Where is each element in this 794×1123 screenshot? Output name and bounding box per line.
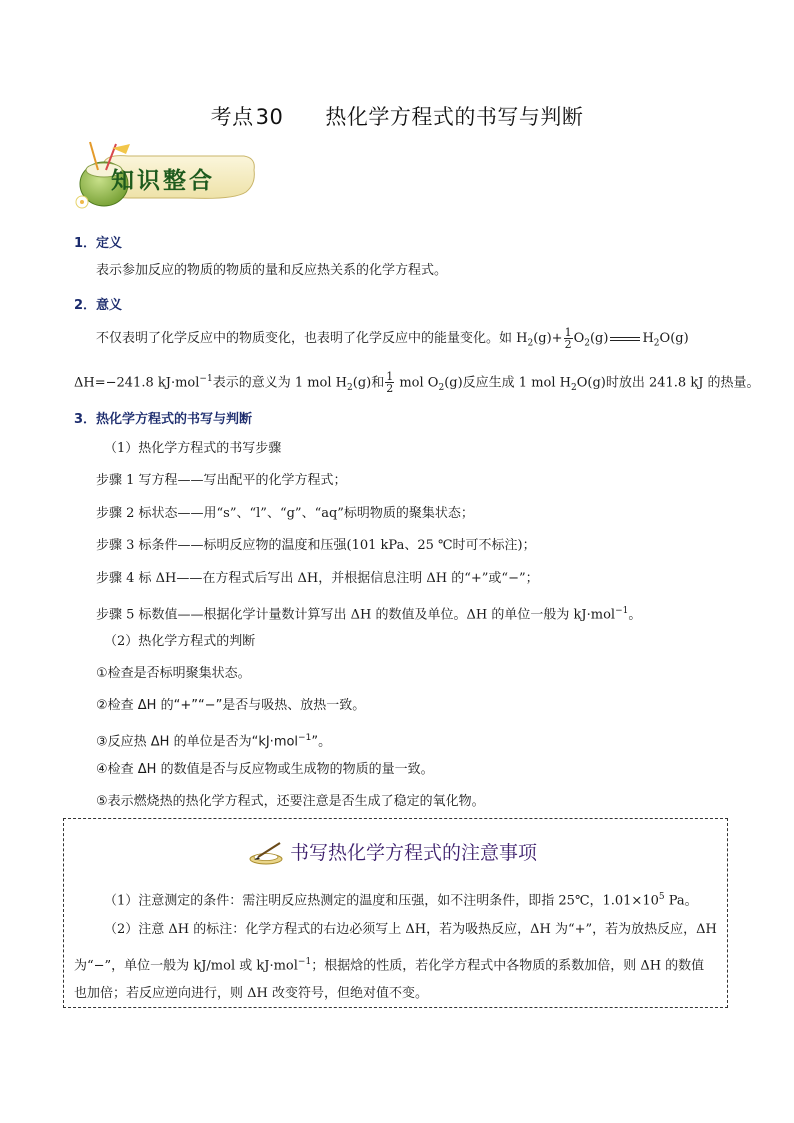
subheading-writing-steps: （1）热化学方程式的书写步骤 <box>104 441 282 456</box>
title-main: 热化学方程式的书写与判断 <box>325 105 584 129</box>
section-heading-meaning: 2．意义 <box>74 298 123 313</box>
writing-brush-icon <box>246 840 286 866</box>
badge-label: 知识整合 <box>111 168 215 194</box>
equals-arrow <box>610 337 640 341</box>
section-heading-writing-judging: 3．热化学方程式的书写与判断 <box>74 412 253 427</box>
step-1: 步骤 1 写方程——写出配平的化学方程式； <box>96 473 347 488</box>
step-3: 步骤 3 标条件——标明反应物的温度和压强(101 kPa、25 ℃时可不标注)； <box>96 538 536 553</box>
section-heading-definition: 1．定义 <box>74 236 123 251</box>
note-paragraph-2-line-3: 也加倍；若反应逆向进行，则 ΔH 改变符号，但绝对值不变。 <box>74 986 428 1001</box>
step-2: 步骤 2 标状态——用“s”、“l”、“g”、“aq”标明物质的聚集状态； <box>96 506 474 521</box>
check-4: ④检查 ΔH 的数值是否与反应物或生成物的物质的量一致。 <box>96 762 434 777</box>
check-5: ⑤表示燃烧热的热化学方程式，还要注意是否生成了稳定的氧化物。 <box>96 794 485 809</box>
step-5: 步骤 5 标数值——根据化学计量数计算写出 ΔH 的数值及单位。ΔH 的单位一般为 kJ·mol$^{-1}$。 <box>96 606 642 623</box>
check-2: ②检查 ΔH 的“+”“−”是否与吸热、放热一致。 <box>96 698 366 713</box>
step-4: 步骤 4 标 ΔH——在方程式后写出 ΔH，并根据信息注明 ΔH 的“+”或“−”； <box>96 571 539 586</box>
fraction-half: $\frac{1}{2}$ <box>564 326 572 351</box>
page-title <box>0 101 794 131</box>
check-3: ③反应热 ΔH 的单位是否为“kJ·mol$^{-1}$”。 <box>96 733 332 750</box>
subheading-judging: （2）热化学方程式的判断 <box>104 634 256 649</box>
check-1: ①检查是否标明聚集状态。 <box>96 666 251 681</box>
definition-text: 表示参加反应的物质的物质的量和反应热关系的化学方程式。 <box>96 263 448 278</box>
note-title: 书写热化学方程式的注意事项 <box>290 842 538 864</box>
fraction-half-2: $\frac{1}{2}$ <box>386 370 394 396</box>
note-paragraph-1: （1）注意测定的条件：需注明反应热测定的温度和压强，如不注明条件，即指 25℃，$1.01\times 10^5$ Pa。 <box>104 892 698 909</box>
meaning-line-1: 不仅表明了化学反应中的物质变化，也表明了化学反应中的能量变化。如 $H_2(g)+$ $\frac{1}{2}$ $O_2(g)$ $H_2O(g)$ <box>96 326 689 351</box>
meaning-line-2: ΔH=−241.8 kJ·mol$^{-1}$表示的意义为 1 mol $H_2(g)$和 $\frac{1}{2}$ mol $O_2(g)$反应生成 1 mol $H_2O(g)$时放出 241.8 kJ 的热量。 <box>74 370 760 396</box>
note-paragraph-2-line-1: （2）注意 ΔH 的标注：化学方程式的右边必须写上 ΔH，若为吸热反应，ΔH 为“+”，若为放热反应，ΔH <box>104 922 717 937</box>
title-number: 30 <box>255 105 284 129</box>
title-prefix: 考点 <box>210 105 254 129</box>
note-paragraph-2-line-2: 为“−”，单位一般为 kJ/mol 或 kJ·mol$^{-1}$；根据焓的性质，若化学方程式中各物质的系数加倍，则 ΔH 的数值 <box>74 957 705 974</box>
